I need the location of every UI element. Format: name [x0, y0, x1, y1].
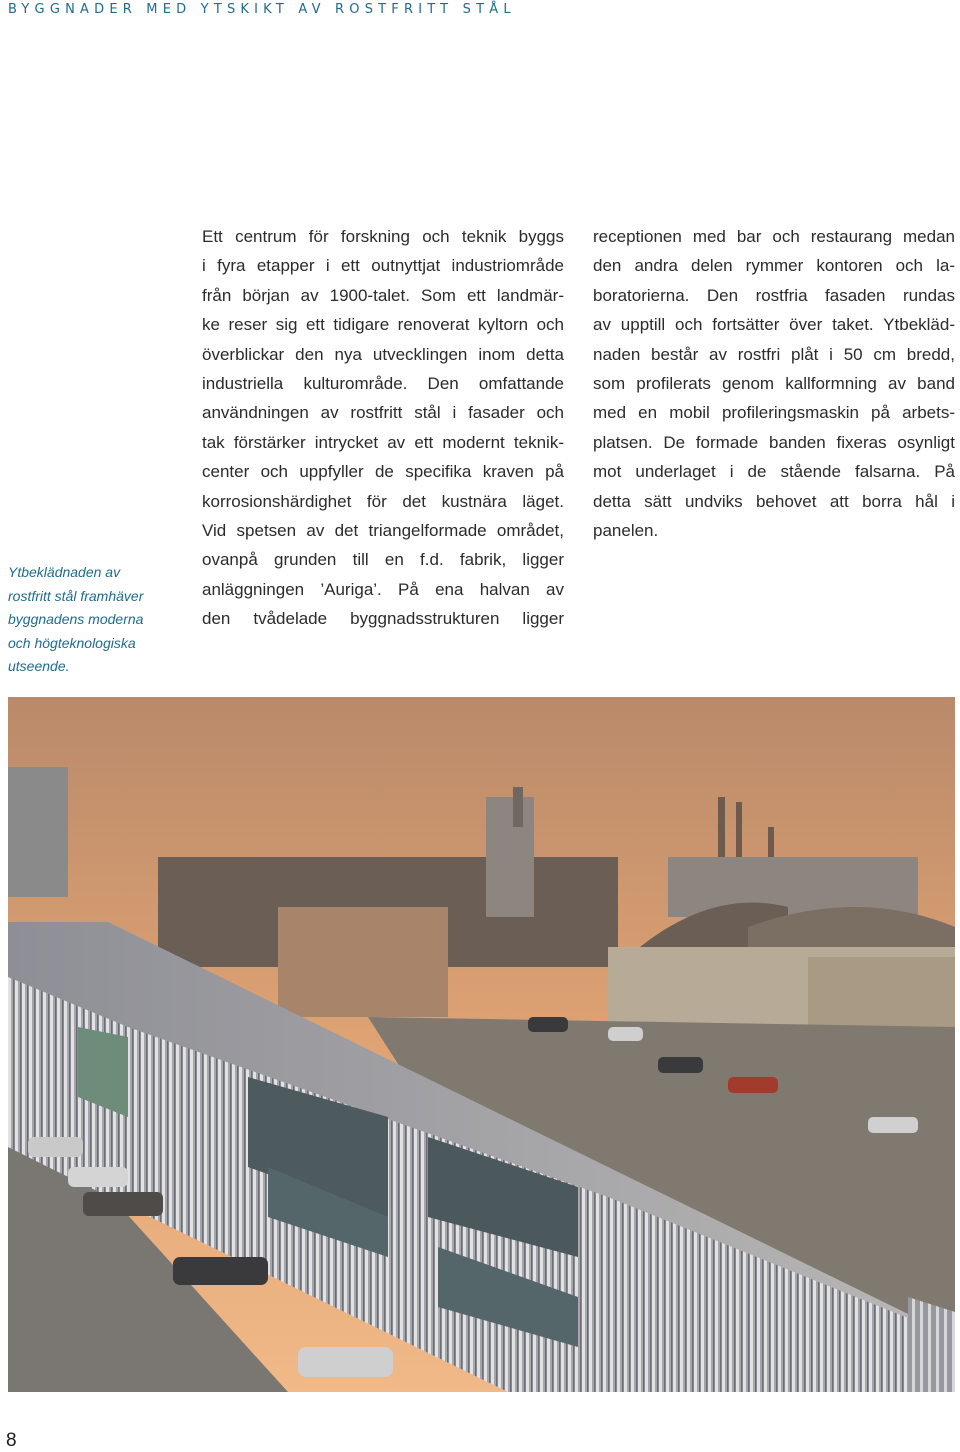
text-line: industriella kulturområde. Den omfattande	[202, 374, 564, 394]
text-line: receptionen med bar och restaurang medan	[593, 227, 955, 246]
text-line: av upptill och fortsätter över taket. Ytbekläd-	[593, 315, 955, 335]
text-line: korrosionshärdighet för det kustnära läget.	[202, 491, 564, 511]
text-line: panelen.	[593, 521, 659, 541]
text-line: den tvådelade byggnadsstrukturen ligger	[202, 609, 564, 629]
text-line: med en mobil profileringsmaskin på arbets-	[593, 403, 955, 423]
text-line: detta sätt undviks behovet att borra hål i	[593, 491, 955, 511]
caption-line: utseende.	[8, 658, 70, 674]
text-line: som profilerats genom kallformning av band	[593, 374, 955, 394]
text-line: överblickar den nya utvecklingen inom detta	[202, 344, 564, 364]
text-line: Ett centrum för forskning och teknik byggs	[202, 227, 564, 246]
text-line: i fyra etapper i ett outnyttjat industriområde	[202, 256, 564, 276]
text-line: användningen av rostfritt stål i fasader och	[202, 403, 564, 423]
text-line: center och uppfyller de specifika kraven på	[202, 462, 564, 482]
text-line: naden består av rostfri plåt i 50 cm bredd,	[593, 344, 955, 364]
text-line: platsen. De formade banden fixeras osynligt	[593, 432, 955, 452]
caption-line: rostfritt stål framhäver	[8, 587, 144, 604]
text-line: anläggningen ’Auriga’. På ena halvan av	[202, 579, 564, 599]
text-line: mot underlaget i de stående falsarna. På	[593, 462, 955, 482]
text-line: den andra delen rymmer kontoren och la-	[593, 256, 955, 276]
body-text-column-2	[593, 222, 955, 545]
photo-caption	[8, 561, 178, 679]
text-line: boratorierna. Den rostfria fasaden rundas	[593, 285, 955, 305]
text-line: ke reser sig ett tidigare renoverat kyltorn och	[202, 315, 564, 335]
text-line: från början av 1900-talet. Som ett landmär-	[202, 285, 564, 305]
building-photo	[8, 697, 955, 1392]
caption-line: och högteknologiska	[8, 634, 136, 651]
body-text-column-1	[202, 222, 564, 634]
text-line: Vid spetsen av det triangelformade området,	[202, 521, 564, 541]
running-head: BYGGNADER MED YTSKIKT AV ROSTFRITT STÅL	[8, 2, 516, 17]
caption-line: byggnadens moderna	[8, 611, 144, 627]
text-line: ovanpå grunden till en f.d. fabrik, ligger	[202, 550, 564, 570]
text-line: tak förstärker intrycket av ett modernt teknik-	[202, 432, 564, 452]
caption-line: Ytbeklädnaden av	[8, 564, 121, 580]
page-number: 8	[6, 1430, 17, 1451]
